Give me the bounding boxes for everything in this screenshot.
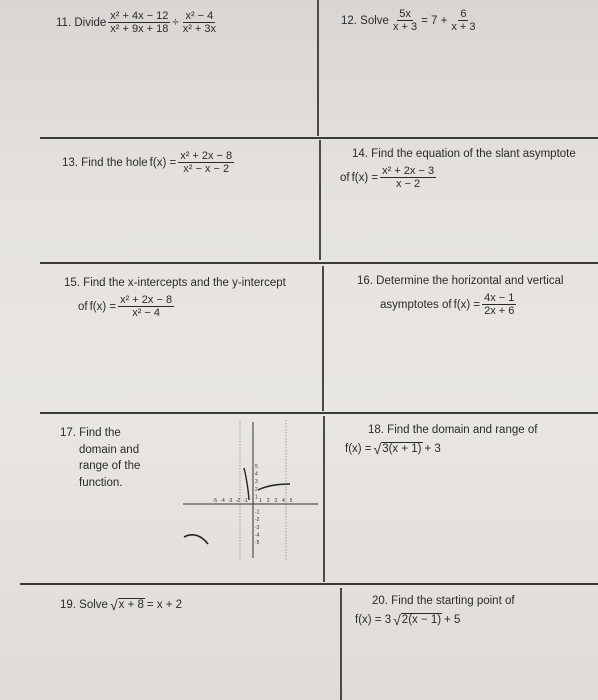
x-tick-label: -1: [243, 498, 248, 504]
problem-14-expression: [340, 165, 438, 190]
y-tick-label: 2: [255, 486, 258, 493]
fraction-left: [391, 8, 419, 33]
y-tick-label: -5: [255, 540, 260, 546]
x-tick-label: 1: [259, 498, 262, 504]
problem-11-label: 11. Divide: [56, 16, 107, 29]
function-name: f(x) = 3: [355, 614, 392, 626]
problem-12: [341, 8, 479, 33]
fraction: [178, 150, 234, 175]
fraction: [380, 165, 436, 190]
x-tick-label: -4: [220, 498, 225, 504]
radical-icon: √: [109, 597, 118, 613]
square-root: [110, 598, 145, 612]
y-tick-label: 1: [255, 494, 258, 501]
y-tick-label: 3: [255, 479, 258, 486]
constant-term: + 5: [444, 614, 461, 626]
denominator: x − 2: [396, 178, 421, 190]
divider-row-2: [40, 262, 598, 264]
numerator: x² + 4x − 12: [110, 10, 169, 22]
denominator: 2x + 6: [484, 305, 515, 317]
problem-11: [56, 10, 220, 35]
problem-17-line-2: domain and: [79, 444, 140, 456]
function-graph: [178, 420, 318, 560]
function-name: f(x) =: [351, 171, 379, 184]
denominator: x² − x − 2: [183, 163, 230, 175]
equals-seven: = 7 +: [421, 14, 448, 27]
col-divider-5: [340, 588, 342, 700]
numerator: 5x: [399, 8, 411, 20]
curve-left-branch: [244, 468, 249, 500]
square-root: [374, 442, 423, 456]
x-tick-label: -2: [235, 498, 241, 504]
function-name: f(x) =: [89, 300, 117, 313]
fraction: [118, 294, 174, 319]
divider-row-4: [20, 583, 598, 585]
denominator: x² + 3x: [182, 23, 217, 35]
problem-18-expression: [345, 442, 443, 456]
vertical-grid-lines: [240, 420, 286, 560]
x-tick-label: 3: [274, 498, 278, 504]
curve-right-branch: [258, 484, 290, 490]
of-text: of: [340, 171, 350, 184]
x-tick-label: -5: [212, 498, 218, 504]
problem-15-label: 15. Find the x-intercepts and the y-intercept: [64, 277, 286, 289]
numerator: 6: [460, 8, 467, 20]
square-root: [393, 613, 442, 627]
y-tick-label: 5: [255, 464, 258, 470]
problem-20-expression: [355, 613, 462, 627]
numerator: x² + 2x − 8: [180, 150, 233, 162]
divider-row-3: [40, 412, 598, 414]
function-name: f(x) =: [345, 443, 372, 455]
of-text: of: [78, 300, 88, 313]
y-tick-label: -3: [255, 524, 260, 531]
problem-15-expression: [78, 294, 176, 319]
denominator: x² + 9x + 18: [110, 23, 169, 35]
problem-13-label: 13. Find the hole: [62, 156, 148, 169]
problem-13: [62, 150, 236, 175]
problem-17-line-4: function.: [79, 477, 123, 489]
problem-17-line-1: 17. Find the: [60, 427, 121, 439]
y-tick-label: 4: [255, 471, 258, 478]
x-tick-label: -3: [227, 498, 233, 504]
y-tick-label: -1: [255, 509, 260, 516]
function-name: f(x) =: [149, 156, 177, 169]
radical-icon: √: [393, 612, 401, 628]
x-tick-label: 2: [266, 498, 270, 504]
problem-14-label: 14. Find the equation of the slant asymptote: [352, 148, 576, 160]
radicand: x + 8: [118, 599, 144, 611]
curve-bottom-branch: [184, 535, 208, 544]
numerator: 4x − 1: [484, 292, 515, 304]
right-side: = x + 2: [146, 599, 183, 611]
radical-icon: √: [373, 441, 382, 457]
problem-18-label: 18. Find the domain and range of: [368, 424, 538, 436]
divider-row-1: [40, 137, 598, 139]
fraction-1: [108, 10, 170, 35]
radicand: 2(x − 1): [401, 614, 442, 626]
constant-term: + 3: [424, 443, 441, 455]
numerator: x² + 2x − 8: [120, 294, 173, 306]
col-divider-1: [317, 0, 319, 136]
problem-19: [60, 598, 184, 612]
denominator: x² − 4: [132, 307, 161, 319]
col-divider-2: [319, 140, 321, 260]
y-tick-label: -4: [255, 532, 260, 539]
col-divider-4: [323, 416, 325, 582]
x-tick-label: 5: [289, 498, 293, 504]
problem-16-expression: [380, 292, 518, 317]
problem-19-label: 19. Solve: [60, 599, 108, 611]
radicand: 3(x + 1): [382, 443, 422, 455]
problem-16-label: 16. Determine the horizontal and vertical: [357, 275, 564, 287]
numerator: x² − 4: [185, 10, 214, 22]
problem-17-line-3: range of the: [79, 460, 141, 472]
function-name: f(x) =: [453, 298, 481, 311]
fraction: [482, 292, 516, 317]
numerator: x² + 2x − 3: [382, 165, 435, 177]
divide-sign: ÷: [172, 16, 179, 29]
x-tick-label: 4: [282, 498, 285, 504]
fraction-2: [181, 10, 218, 35]
y-tick-label: -2: [255, 517, 260, 524]
problem-20-label: 20. Find the starting point of: [372, 595, 515, 607]
denominator: x + 3: [392, 21, 418, 33]
denominator: x + 3: [451, 21, 476, 33]
asymptotes-text: asymptotes of: [380, 298, 452, 311]
problem-12-label: 12. Solve: [341, 14, 389, 27]
col-divider-3: [322, 266, 324, 411]
fraction-right: [449, 8, 477, 33]
